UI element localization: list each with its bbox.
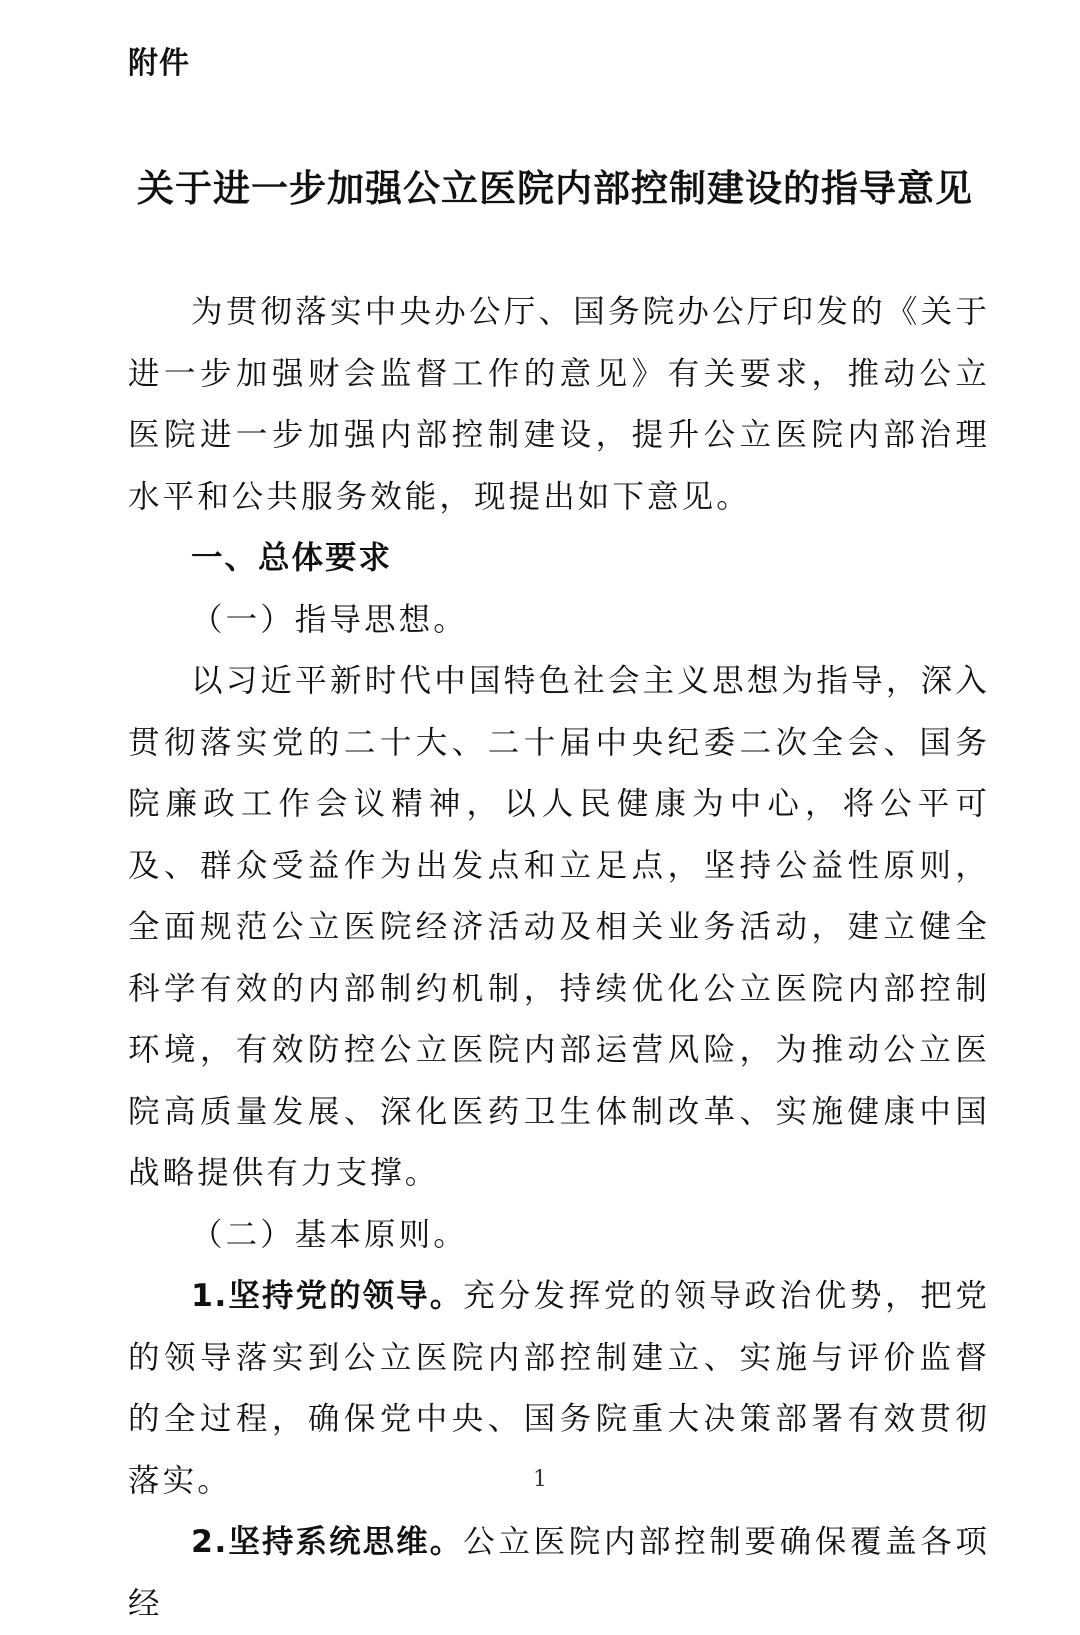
principle-2-lead: 2.坚持系统思维。 bbox=[191, 1524, 464, 1560]
document-body bbox=[128, 282, 990, 1635]
intro-paragraph: 为贯彻落实中央办公厅、国务院办公厅印发的《关于进一步加强财会监督工作的意见》有关要求，推动公立医院进一步加强内部控制建设，提升公立医院内部治理水平和公共服务效能，现提出如下意见。 bbox=[128, 294, 990, 515]
page-number: 1 bbox=[533, 1467, 547, 1492]
guiding-ideology-paragraph: 以习近平新时代中国特色社会主义思想为指导，深入贯彻落实党的二十大、二十届中央纪委二次全会、国务院廉政工作会议精神，以人民健康为中心，将公平可及、群众受益作为出发点和立足点，坚持公益性原则，全面规范公立医院经济活动及相关业务活动，建立健全科学有效的内部制约机制，持续优化公立医院内部控制环境，有效防控公立医院内部运营风险，为推动公立医院高质量发展、深化医药卫生体制改革、实施健康中国战略提供有力支撑。 bbox=[128, 663, 990, 1191]
document-title: 关于进一步加强公立医院内部控制建设的指导意见 bbox=[137, 166, 973, 210]
attachment-label: 附件 bbox=[128, 46, 190, 81]
principle-2-paragraph bbox=[128, 1512, 990, 1635]
principle-1-lead: 1.坚持党的领导。 bbox=[191, 1278, 464, 1314]
section-heading-general-requirements: 一、总体要求 bbox=[191, 540, 393, 576]
subsection-heading-guiding-ideology: （一）指导思想。 bbox=[191, 601, 468, 638]
subsection-heading-basic-principles: （二）基本原则。 bbox=[191, 1216, 468, 1253]
principle-1-text: 充分发挥党的领导政治优势，把党的领导落实到公立医院内部控制建立、实施与评价监督的全过程，确保党中央、国务院重大决策部署有效贯彻落实。 bbox=[128, 1278, 990, 1499]
principle-2-text: 公立医院内部控制要确保覆盖各项经 bbox=[128, 1524, 990, 1622]
